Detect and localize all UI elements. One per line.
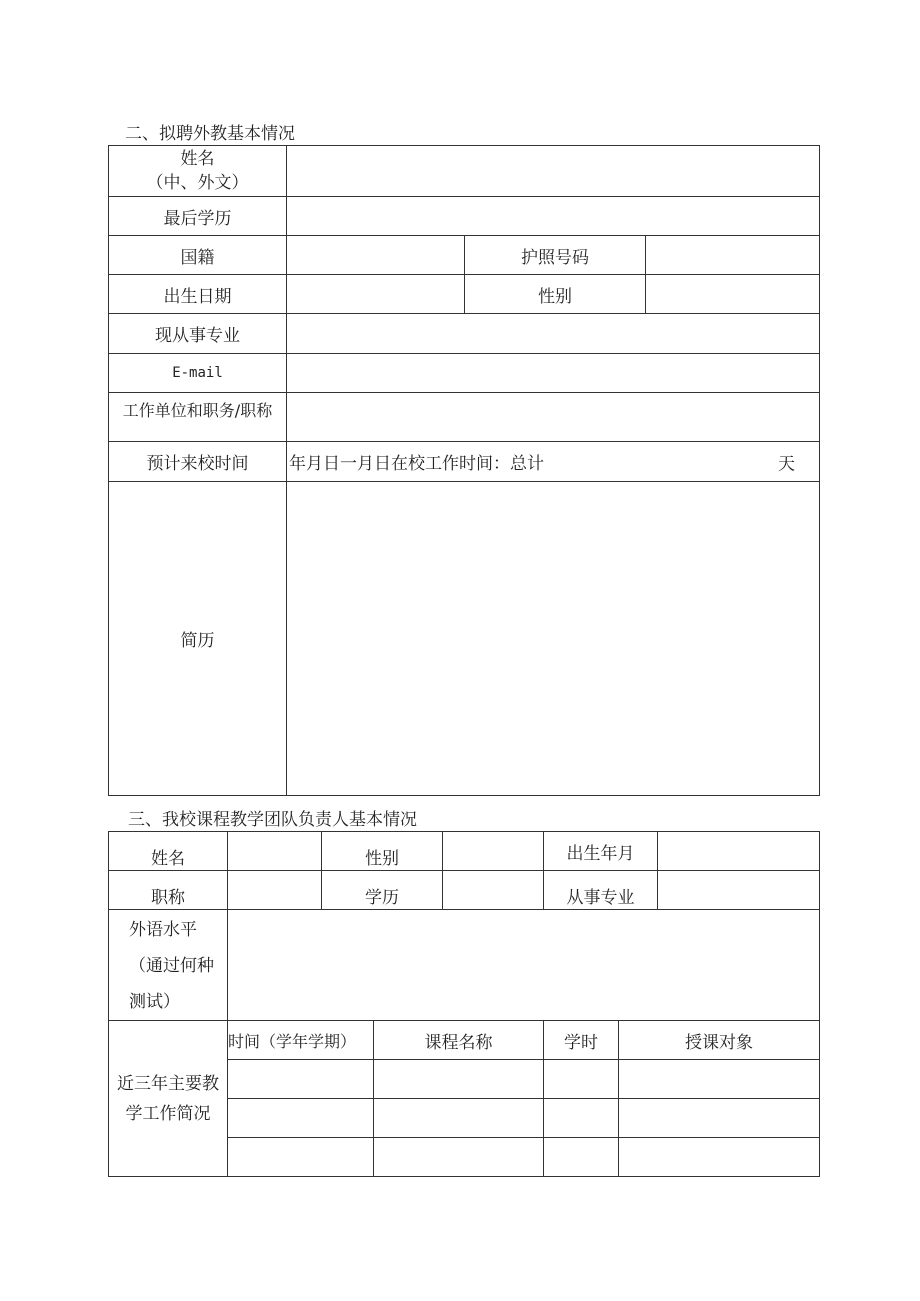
leader-name-field[interactable] — [228, 832, 322, 871]
arrival-field[interactable] — [287, 442, 820, 482]
teaching-row-1-time[interactable] — [228, 1060, 374, 1099]
leader-title-label: 职称 — [109, 871, 228, 910]
teaching-summary-label: 近三年主要教 学工作简况 — [109, 1021, 228, 1177]
passport-label: 护照号码 — [465, 236, 646, 275]
arrival-text: 年月日一月日在校工作时间：总计 — [289, 454, 544, 474]
teaching-row-1-hours[interactable] — [544, 1060, 619, 1099]
name-field[interactable] — [287, 146, 820, 197]
birthdate-label: 出生日期 — [109, 275, 287, 314]
arrival-unit: 天 — [778, 454, 796, 474]
teaching-row-2-time[interactable] — [228, 1099, 374, 1138]
name-label: 姓名 （中、外文） — [109, 146, 287, 197]
foreign-teacher-table — [108, 145, 820, 796]
leader-gender-label: 性别 — [322, 832, 443, 871]
leader-education-field[interactable] — [443, 871, 544, 910]
leader-profession-label: 从事专业 — [544, 871, 658, 910]
leader-name-label: 姓名 — [109, 832, 228, 871]
language-level-label: 外语水平 （通过何种 测试） — [109, 910, 228, 1021]
arrival-label: 预计来校时间 — [109, 442, 287, 482]
education-field[interactable] — [287, 197, 820, 236]
language-level-field[interactable] — [228, 910, 820, 1021]
teaching-row-1-course[interactable] — [374, 1060, 544, 1099]
section3-title: 三、我校课程教学团队负责人基本情况 — [128, 810, 417, 830]
email-field[interactable] — [287, 354, 820, 393]
teaching-header-course: 课程名称 — [374, 1021, 544, 1060]
resume-label: 简历 — [109, 482, 287, 796]
section2-title: 二、拟聘外教基本情况 — [125, 124, 295, 144]
teaching-header-hours: 学时 — [544, 1021, 619, 1060]
profession-label: 现从事专业 — [109, 314, 287, 354]
teaching-row-1-audience[interactable] — [619, 1060, 820, 1099]
passport-field[interactable] — [646, 236, 820, 275]
teaching-row-2-course[interactable] — [374, 1099, 544, 1138]
email-label: E-mail — [109, 354, 287, 393]
leader-title-field[interactable] — [228, 871, 322, 910]
workplace-field[interactable] — [287, 393, 820, 442]
leader-birth-label: 出生年月 — [544, 832, 658, 871]
education-label: 最后学历 — [109, 197, 287, 236]
teaching-row-3-audience[interactable] — [619, 1138, 820, 1177]
teaching-header-time: 时间（学年学期） — [228, 1021, 374, 1060]
leader-gender-field[interactable] — [443, 832, 544, 871]
gender-label: 性别 — [465, 275, 646, 314]
leader-birth-field[interactable] — [658, 832, 820, 871]
teaching-row-2-audience[interactable] — [619, 1099, 820, 1138]
birthdate-field[interactable] — [287, 275, 465, 314]
nationality-label: 国籍 — [109, 236, 287, 275]
teaching-row-3-hours[interactable] — [544, 1138, 619, 1177]
gender-field[interactable] — [646, 275, 820, 314]
profession-field[interactable] — [287, 314, 820, 354]
nationality-field[interactable] — [287, 236, 465, 275]
teaching-row-3-course[interactable] — [374, 1138, 544, 1177]
resume-field[interactable] — [287, 482, 820, 796]
leader-profession-field[interactable] — [658, 871, 820, 910]
leader-education-label: 学历 — [322, 871, 443, 910]
teaching-header-audience: 授课对象 — [619, 1021, 820, 1060]
teaching-row-3-time[interactable] — [228, 1138, 374, 1177]
teaching-row-2-hours[interactable] — [544, 1099, 619, 1138]
workplace-label: 工作单位和职务/职称 — [109, 393, 287, 442]
team-leader-table — [108, 831, 820, 1177]
